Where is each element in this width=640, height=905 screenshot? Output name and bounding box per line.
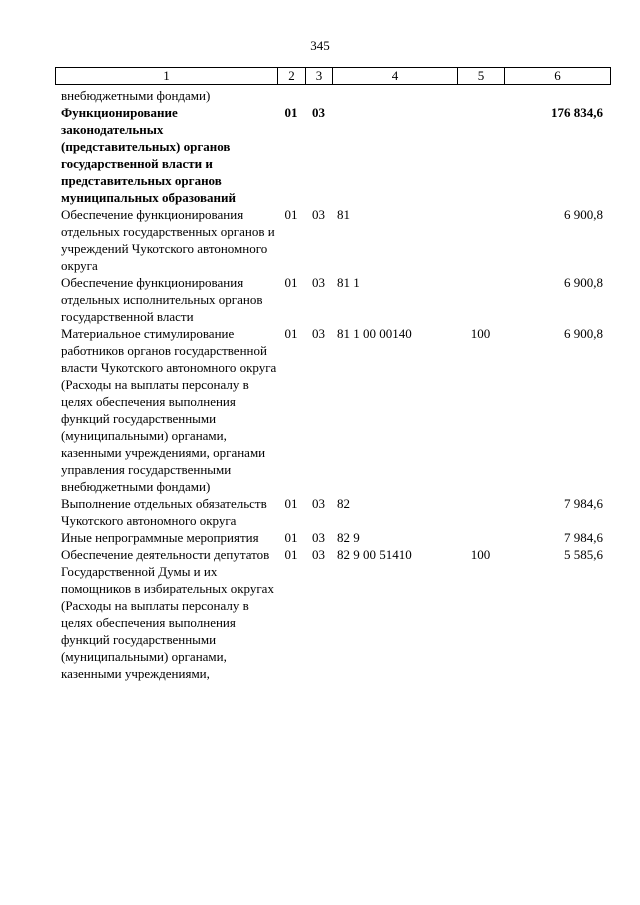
row-subsection: 03 xyxy=(312,530,325,545)
row-section xyxy=(277,87,305,104)
row-amount: 7 984,6 xyxy=(564,530,603,545)
row-name: Выполнение отдельных обязательств Чукотского автономного округа xyxy=(61,496,267,528)
row-expense-type xyxy=(457,529,504,546)
table-row xyxy=(55,206,610,274)
row-target-code: 82 9 00 51410 xyxy=(337,547,412,562)
table-row xyxy=(55,274,610,325)
row-subsection: 03 xyxy=(312,105,325,120)
table-row xyxy=(55,104,610,206)
row-target-code: 82 9 xyxy=(337,530,360,545)
row-target-code: 82 xyxy=(337,496,350,511)
row-subsection: 03 xyxy=(312,547,325,562)
row-expense-type xyxy=(457,104,504,206)
table-row xyxy=(55,325,610,495)
row-amount: 7 984,6 xyxy=(564,496,603,511)
row-expense-type xyxy=(457,87,504,104)
row-target-code: 81 1 xyxy=(337,275,360,290)
row-expense-type xyxy=(457,495,504,529)
row-expense-type xyxy=(457,274,504,325)
row-name: Функционирование законодательных (представительных) органов государственной власти и представительных органов муниципальных образований xyxy=(61,105,237,205)
row-subsection: 03 xyxy=(312,275,325,290)
row-target-code xyxy=(332,104,457,206)
row-amount: 5 585,6 xyxy=(564,547,603,562)
row-name: Обеспечение функционирования отдельных государственных органов и учреждений Чукотского автономного округа xyxy=(61,207,275,273)
table-row xyxy=(55,87,610,104)
row-name: Обеспечение функционирования отдельных исполнительных органов государственной власти xyxy=(61,275,263,324)
row-target-code: 81 1 00 00140 xyxy=(337,326,412,341)
page-number: 345 xyxy=(310,38,330,53)
row-name: Обеспечение деятельности депутатов Государственной Думы и их помощников в избирательных округах (Расходы на выплаты персоналу в целях обеспечения выполнения функций государственными (муниципальными) органами, казенными учреждениями, xyxy=(61,547,274,681)
row-name: внебюджетными фондами) xyxy=(61,88,211,103)
row-expense-type: 100 xyxy=(470,547,491,562)
row-subsection xyxy=(305,87,332,104)
table-row xyxy=(55,495,610,529)
row-expense-type: 100 xyxy=(470,326,491,341)
column-header-6: 6 xyxy=(505,68,611,85)
budget-table-body xyxy=(55,87,610,682)
row-section: 01 xyxy=(284,105,298,120)
row-subsection: 03 xyxy=(312,326,325,341)
column-header-2: 2 xyxy=(278,68,306,85)
row-amount: 6 900,8 xyxy=(564,207,603,222)
row-section: 01 xyxy=(284,207,298,222)
row-section: 01 xyxy=(284,275,298,290)
table-row xyxy=(55,529,610,546)
column-header-3: 3 xyxy=(306,68,333,85)
row-amount: 6 900,8 xyxy=(564,326,603,341)
row-amount xyxy=(504,87,610,104)
table-row xyxy=(55,546,610,682)
column-header-5: 5 xyxy=(458,68,505,85)
row-section: 01 xyxy=(284,547,298,562)
row-amount: 176 834,6 xyxy=(551,105,603,120)
row-subsection: 03 xyxy=(312,207,325,222)
row-subsection: 03 xyxy=(312,496,325,511)
row-section: 01 xyxy=(284,326,298,341)
row-amount: 6 900,8 xyxy=(564,275,603,290)
column-header-table xyxy=(55,67,611,85)
row-section: 01 xyxy=(284,496,298,511)
row-name: Материальное стимулирование работников органов государственной власти Чукотского автономного округа (Расходы на выплаты персоналу в целях обеспечения выполнения функций государственными (муниципальными) органами, казенными учреждениями, органами управления государственными внебюджетными фондами) xyxy=(61,326,277,494)
row-section: 01 xyxy=(284,530,298,545)
row-target-code: 81 xyxy=(337,207,350,222)
column-header-4: 4 xyxy=(333,68,458,85)
column-header-1: 1 xyxy=(56,68,278,85)
row-expense-type xyxy=(457,206,504,274)
column-header-row xyxy=(56,68,611,85)
row-target-code xyxy=(332,87,457,104)
row-name: Иные непрограммные мероприятия xyxy=(61,530,259,545)
